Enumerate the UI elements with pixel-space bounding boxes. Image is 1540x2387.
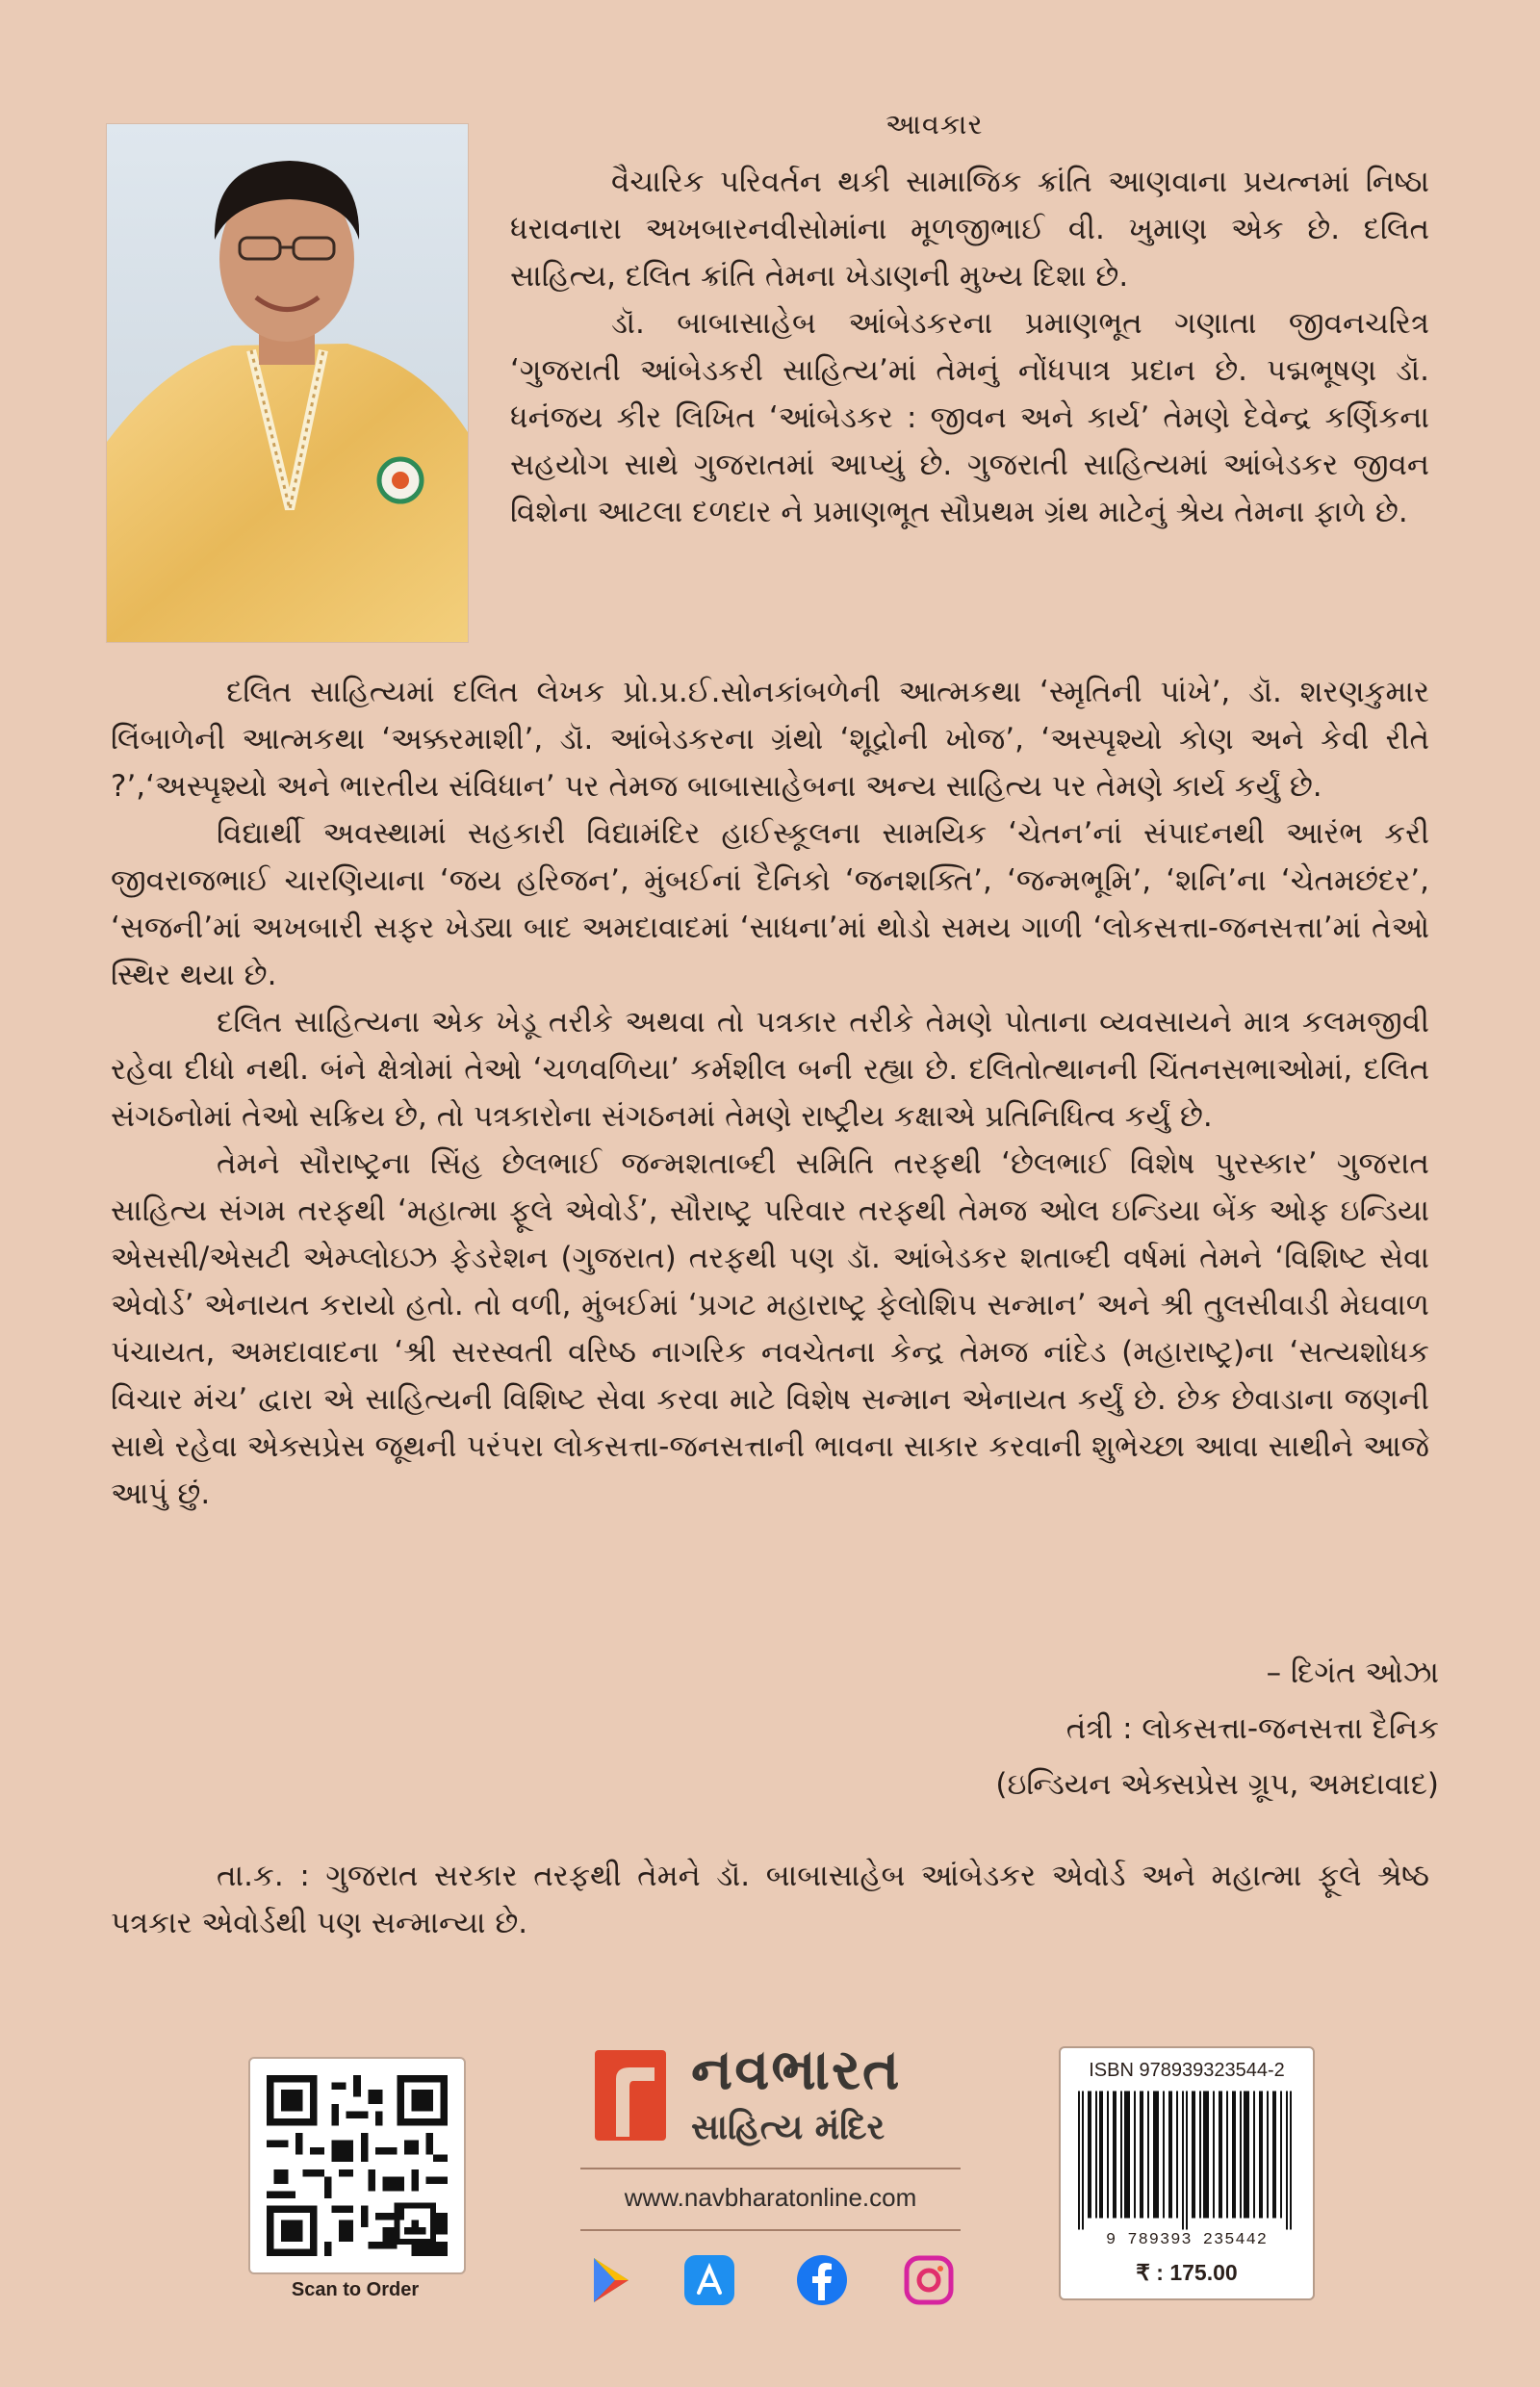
body-paragraph: દલિત સાહિત્યના એક ખેડૂ તરીકે અથવા તો પત્રકાર તરીકે તેમણે પોતાના વ્યવસાયને માત્ર કલમજીવી રહેવા દીધો નથી. બંને ક્ષેત્રોમાં તેઓ ‘ચળવળિયા’ કર્મશીલ બની રહ્યા છે. દલિતોત્થાનની ચિંતનસભાઓમાં, દલિત સંગઠનોમાં તેઓ સક્રિય છે, તો પત્રકારોના સંગઠનમાં તેમણે રાષ્ટ્રીય કક્ષાએ પ્રતિનિધિત્વ કર્યું છે. (111, 1005, 1429, 1134)
publisher-name: નવભારત (691, 2037, 902, 2102)
google-play-icon[interactable] (582, 2252, 638, 2308)
signature-title: તંત્રી : લોકસત્તા-જનસત્તા દૈનિક (1065, 1711, 1439, 1746)
signature-name: – દિગંત ઓઝા (1266, 1656, 1439, 1690)
body-paragraph: તેમને સૌરાષ્ટ્રના સિંહ છેલભાઈ જન્મશતાબ્દી સમિતિ તરફથી ‘છેલભાઈ વિશેષ પુરસ્કાર’ ગુજરાત સાહિત્ય સંગમ તરફથી ‘મહાત્મા ફૂલે એવોર્ડ’, સૌરાષ્ટ્ર પરિવાર તરફથી તેમજ ઓલ ઇન્ડિયા બેંક ઓફ ઇન્ડિયા એસસી/એસટી એમ્પ્લોઇઝ ફેડરેશન (ગુજરાત) તરફથી પણ ડૉ. આંબેડકર શતાબ્દી વર્ષમાં તેમને ‘વિશિષ્ટ સેવા એવોર્ડ’ એનાયત કરાયો હતો. તો વળી, મુંબઈમાં ‘પ્રગટ મહારાષ્ટ્ર ફેલોશિપ સન્માન’ અને શ્રી તુલસીવાડી મેઘવાળ પંચાયત, અમદાવાદના ‘શ્રી સરસ્વતી વરિષ્ઠ નાગરિક નવચેતના કેન્દ્ર તેમજ નાંદેડ (મહારાષ્ટ્ર)ના ‘સત્યશોધક વિચાર મંચ’ દ્વારા એ સાહિત્યની વિશિષ્ટ સેવા કરવા માટે વિશેષ સન્માન એનાયત કર્યું છે. છેક છેવાડાના જણની સાથે રહેવા એક્સપ્રેસ જૂથની પરંપરા લોકસત્તા-જનસત્તાની ભાવના સાકાર કરવાની શુભેચ્છા આવા સાથીને આજે આપું છું. (111, 1146, 1429, 1511)
isbn-barcode-box (1059, 2046, 1315, 2300)
intro-text (510, 159, 1429, 536)
qr-code[interactable] (248, 2057, 466, 2274)
divider (580, 2168, 961, 2169)
instagram-icon[interactable] (901, 2252, 957, 2308)
divider (580, 2229, 961, 2231)
website-link[interactable]: www.navbharatonline.com (624, 2183, 917, 2212)
price-label: ₹ : 175.00 (1136, 2260, 1238, 2285)
author-photo (106, 123, 469, 643)
barcode-icon (1078, 2091, 1296, 2230)
intro-paragraph: ડૉ. બાબાસાહેબ આંબેડકરના પ્રમાણભૂત ગણાતા જીવનચરિત્ર ‘ગુજરાતી આંબેડકરી સાહિત્ય’માં તેમનું નોંધપાત્ર પ્રદાન છે. પદ્મભૂષણ ડૉ. ધનંજય કીર લિખિત ‘આંબેડકર : જીવન અને કાર્ય’ તેમણે દેવેન્દ્ર કર્ણિકના સહયોગ સાથે ગુજરાતમાં આપ્યું છે. ગુજરાતી સાહિત્યમાં આંબેડકર જીવન વિશેના આટલા દળદાર ને પ્રમાણભૂત સૌપ્રથમ ગ્રંથ માટેનું શ્રેય તેમના ફાળે છે. (510, 306, 1429, 529)
body-paragraph: દલિત સાહિત્યમાં દલિત લેખક પ્રો.પ્ર.ઈ.સોનકાંબળેની આત્મકથા ‘સ્મૃતિની પાંખે’, ડૉ. શરણકુમાર લિંબાળેની આત્મકથા ‘અક્કરમાશી’, ડૉ. આંબેડકરના ગ્રંથો ‘શૂદ્રોની ખોજ’, ‘અસ્પૃશ્યો કોણ અને કેવી રીતે ?’,‘અસ્પૃશ્યો અને ભારતીય સંવિધાન’ પર તેમજ બાબાસાહેબના અન્ય સાહિત્ય પર તેમણે કાર્ય કર્યું છે. (111, 675, 1429, 804)
barcode-digits: 9 789393 235442 (1105, 2231, 1269, 2249)
body-text (111, 669, 1429, 1518)
heading-title: આવકાર (886, 108, 984, 141)
postscript (111, 1853, 1429, 1947)
intro-paragraph: વૈચારિક પરિવર્તન થકી સામાજિક ક્રાંતિ આણવાના પ્રયત્નમાં નિષ્ઠા ધરાવનારા અખબારનવીસોમાંના મૂળજીભાઈ વી. ખુમાણ એક છે. દલિત સાહિત્ય, દલિત ક્રાંતિ તેમના ખેડાણની મુખ્ય દિશા છે. (510, 165, 1429, 294)
app-store-icon[interactable] (681, 2252, 737, 2308)
facebook-icon[interactable] (794, 2252, 850, 2308)
publisher-logo-icon (587, 2042, 674, 2148)
publisher-subtitle: સાહિત્ય મંદિર (691, 2108, 886, 2147)
signature-org: (ઇન્ડિયન એક્સપ્રેસ ગ્રૂપ, અમદાવાદ) (995, 1767, 1439, 1802)
isbn-label: ISBN 978939323544-2 (1089, 2060, 1285, 2081)
postscript-text: તા.ક. : ગુજરાત સરકાર તરફથી તેમને ડૉ. બાબાસાહેબ આંબેડકર એવોર્ડ અને મહાત્મા ફૂલે શ્રેષ્ઠ પત્રકાર એવોર્ડથી પણ સન્માન્યા છે. (111, 1859, 1429, 1940)
scan-to-order-label: Scan to Order (291, 2279, 420, 2300)
body-paragraph: વિદ્યાર્થી અવસ્થામાં સહકારી વિદ્યામંદિર હાઈસ્કૂલના સામયિક ‘ચેતન’નાં સંપાદનથી આરંભ કરી જીવરાજભાઈ ચારણિયાના ‘જય હરિજન’, મુંબઈનાં દૈનિકો ‘જનશક્તિ’, ‘જન્મભૂમિ’, ‘શનિ’ના ‘ચેતમછંદર’, ‘સજની’માં અખબારી સફર ખેડ્યા બાદ અમદાવાદમાં ‘સાધના’માં થોડો સમય ગાળી ‘લોકસત્તા-જનસત્તા’માં તેઓ સ્થિર થયા છે. (111, 816, 1429, 992)
